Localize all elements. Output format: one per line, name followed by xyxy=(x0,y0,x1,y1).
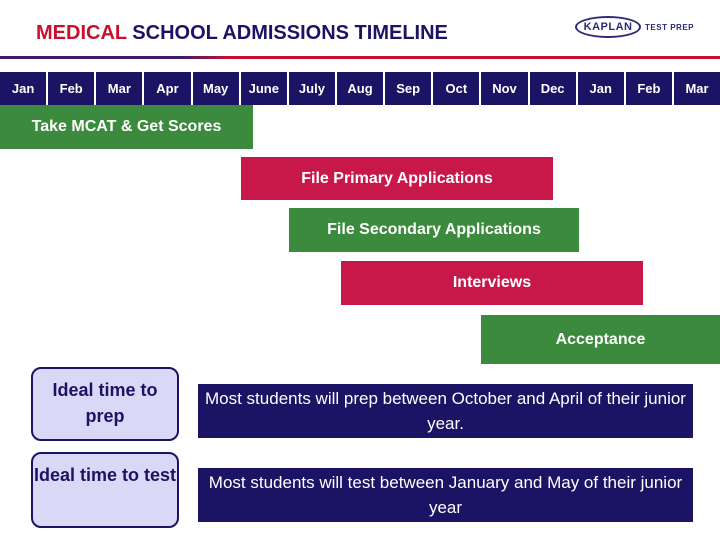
month-cell: June xyxy=(241,72,289,105)
ideal-prep-box: Ideal time to prep xyxy=(31,367,179,441)
prep-note: Most students will prep between October and April of their junior year. xyxy=(198,384,693,438)
month-cell: Feb xyxy=(626,72,674,105)
kaplan-logo xyxy=(575,16,694,38)
month-cell: Sep xyxy=(385,72,433,105)
month-header xyxy=(0,72,720,105)
logo-mark: KAPLAN xyxy=(575,16,641,38)
ideal-test-box: Ideal time to test xyxy=(31,452,179,528)
page-title xyxy=(36,22,448,45)
title-accent: MEDICAL xyxy=(36,22,127,44)
bar-take-mcat: Take MCAT & Get Scores xyxy=(0,105,253,149)
title-divider xyxy=(0,56,720,59)
month-cell: Aug xyxy=(337,72,385,105)
month-cell: Dec xyxy=(530,72,578,105)
month-cell: July xyxy=(289,72,337,105)
test-note: Most students will test between January and May of their junior year xyxy=(198,468,693,522)
month-cell: May xyxy=(193,72,241,105)
bar-interviews: Interviews xyxy=(341,261,643,305)
month-cell: Jan xyxy=(0,72,48,105)
bar-acceptance: Acceptance xyxy=(481,315,720,364)
month-cell: Jan xyxy=(578,72,626,105)
bar-file-secondary: File Secondary Applications xyxy=(289,208,579,252)
bar-file-primary: File Primary Applications xyxy=(241,157,553,200)
month-cell: Nov xyxy=(481,72,529,105)
month-cell: Apr xyxy=(144,72,192,105)
month-cell: Mar xyxy=(674,72,720,105)
month-cell: Feb xyxy=(48,72,96,105)
month-cell: Mar xyxy=(96,72,144,105)
month-cell: Oct xyxy=(433,72,481,105)
logo-subtext: TEST PREP xyxy=(645,22,694,32)
title-rest: SCHOOL ADMISSIONS TIMELINE xyxy=(126,22,448,44)
